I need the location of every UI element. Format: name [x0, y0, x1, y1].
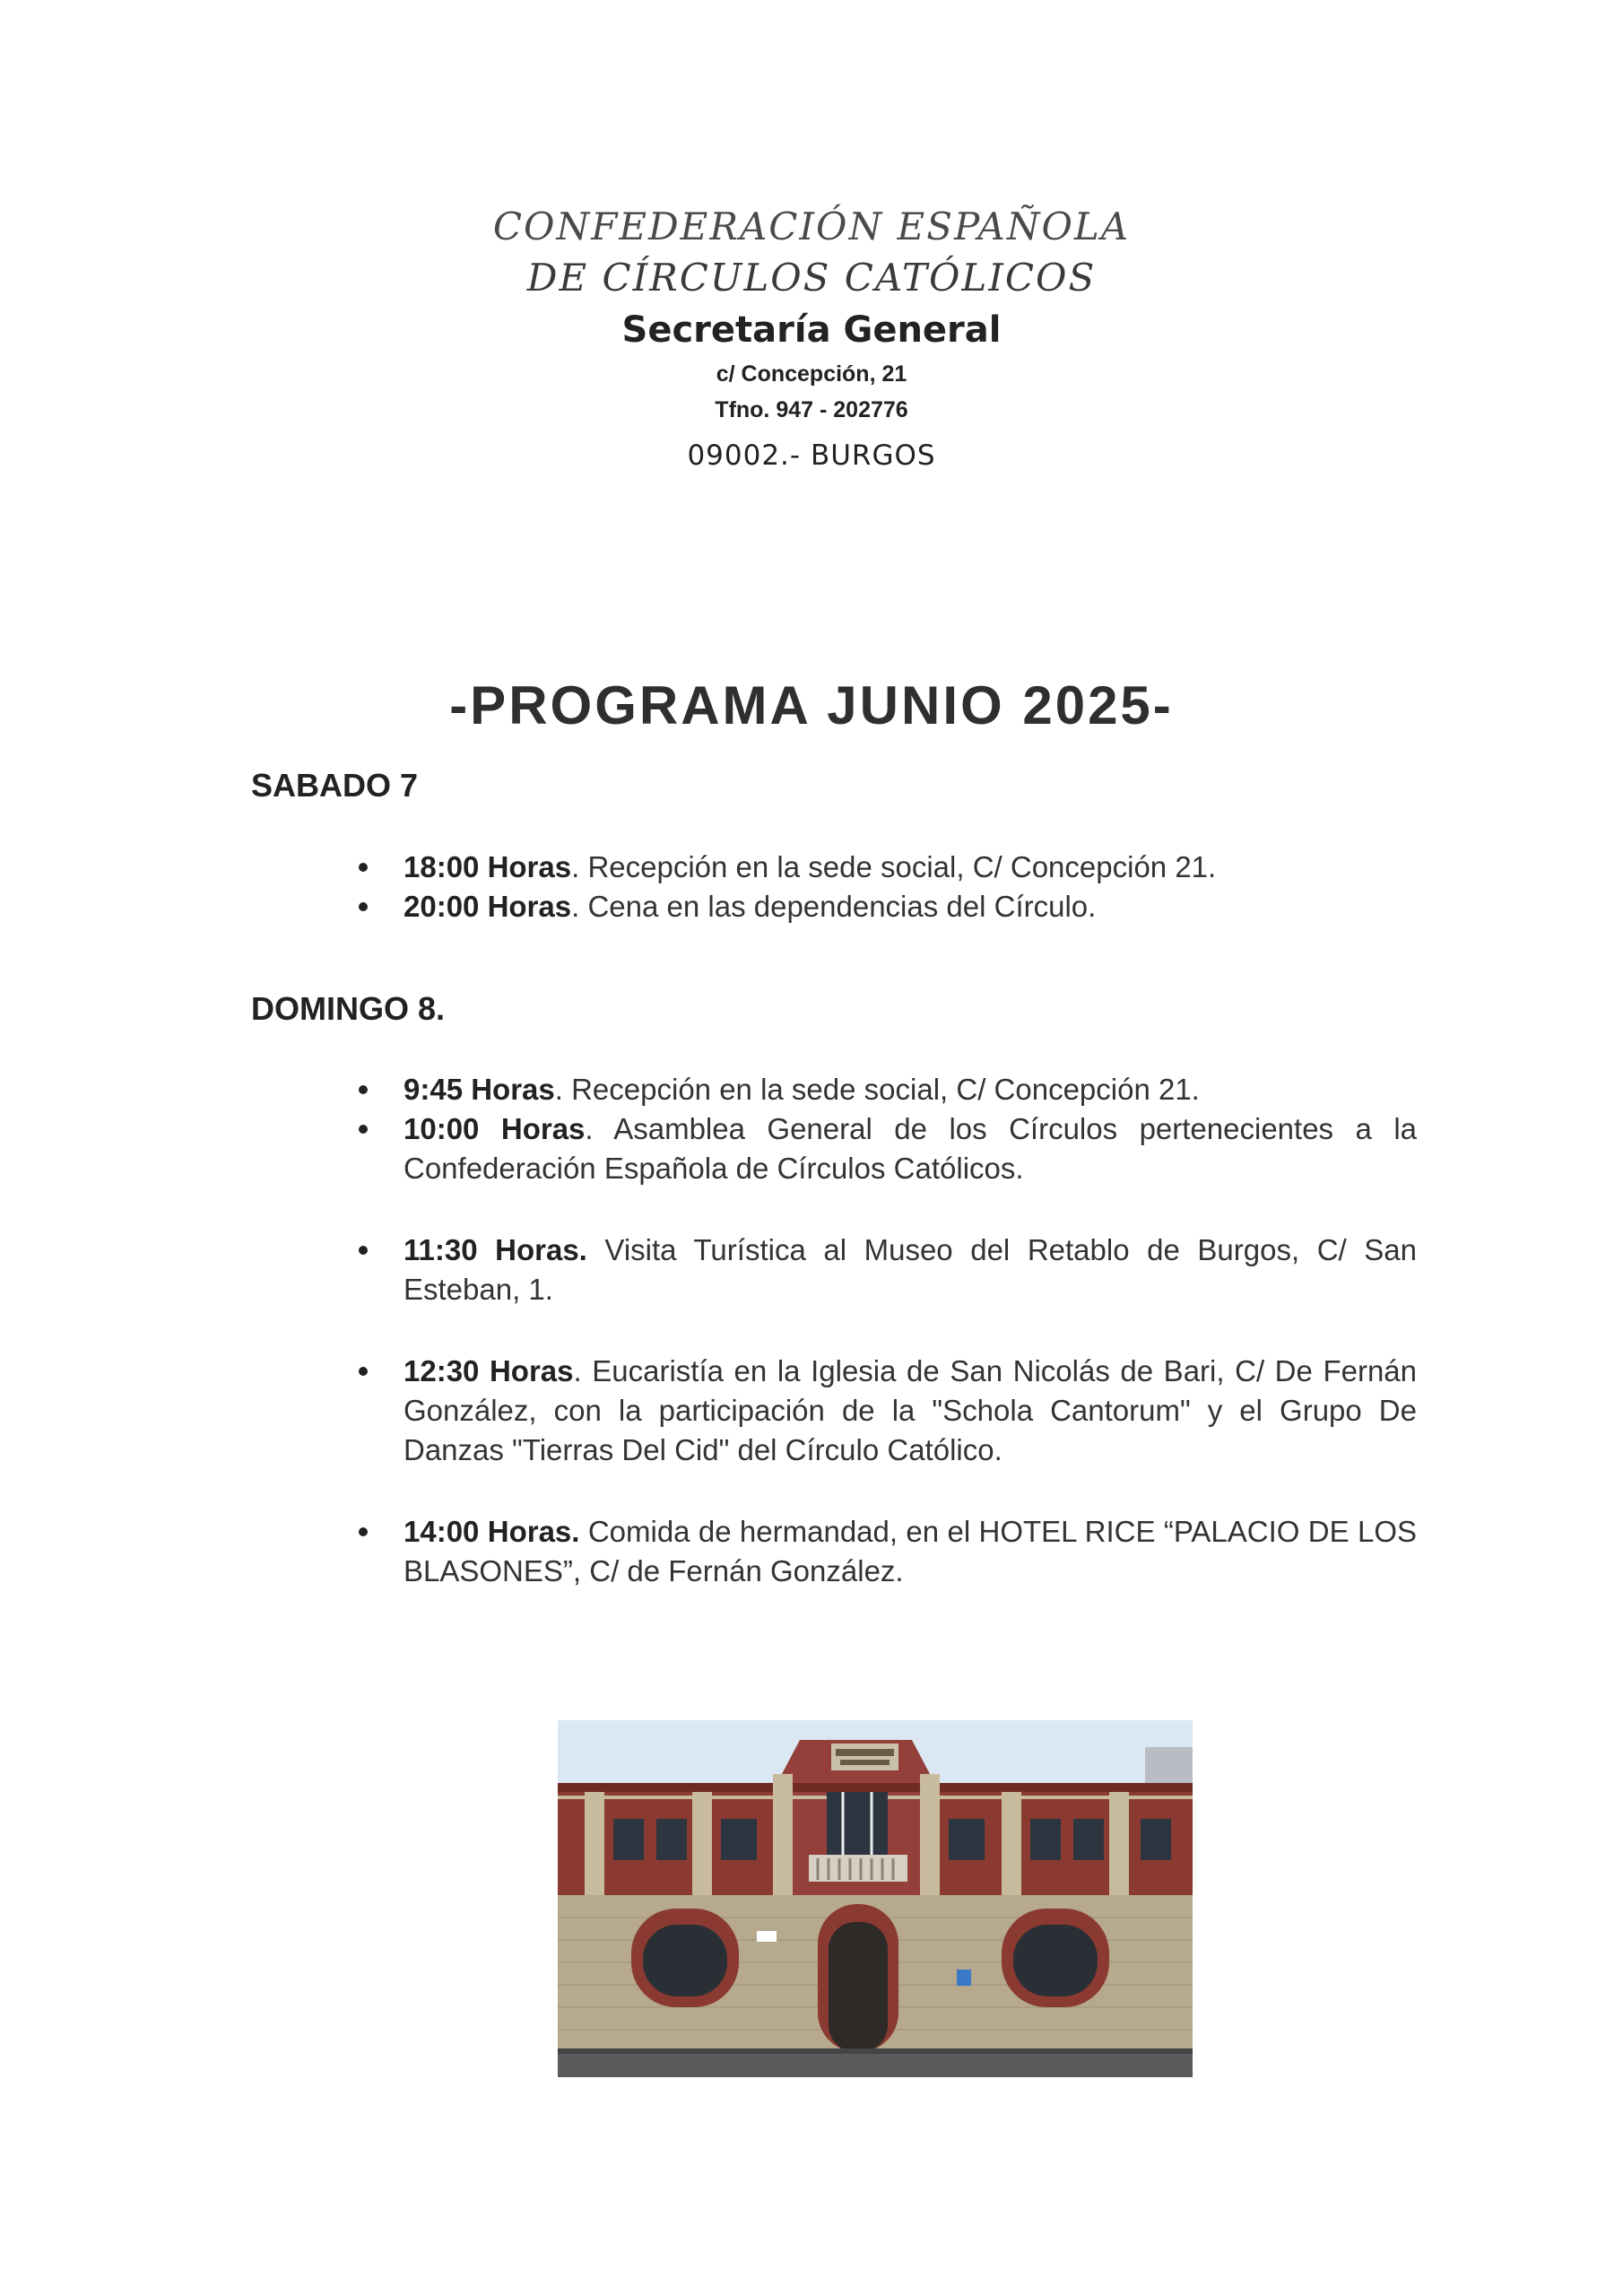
- sunday-schedule: [359, 1070, 1417, 1591]
- item-time: 11:30 Horas.: [404, 1233, 587, 1266]
- program-title: -PROGRAMA JUNIO 2025-: [449, 675, 1174, 735]
- item-text: . Cena en las dependencias del Círculo.: [571, 890, 1097, 923]
- schedule-item: [359, 1070, 1417, 1109]
- item-time: 10:00 Horas: [404, 1112, 586, 1145]
- saturday-schedule: [359, 848, 1417, 926]
- schedule-item: [359, 1512, 1417, 1591]
- day-heading-sunday: DOMINGO 8.: [251, 990, 446, 1027]
- building-photo: [558, 1720, 1193, 2077]
- bullet-icon: [359, 902, 368, 911]
- postal-city: 09002.- BURGOS: [687, 439, 936, 472]
- phone: Tfno. 947 - 202776: [715, 397, 908, 422]
- item-text: Visita Turística al Museo del Retablo de Burgos, C/ San Esteban, 1.: [404, 1233, 1417, 1306]
- item-text: . Recepción en la sede social, C/ Concepción 21.: [571, 850, 1217, 883]
- item-time: 9:45 Horas: [404, 1073, 555, 1106]
- item-time: 18:00 Horas: [404, 850, 572, 883]
- schedule-item: [359, 887, 1417, 926]
- item-text: . Asamblea General de los Círculos pertenecientes a la Confederación Española de Círculos Católicos.: [404, 1112, 1418, 1185]
- schedule-item: [359, 848, 1417, 887]
- item-text: . Eucaristía en la Iglesia de San Nicolás de Bari, C/ De Fernán González, con la participación de la "Schola Cantorum" y el Grupo De Danzas "Tierras Del Cid" del Círculo Católico.: [404, 1354, 1418, 1466]
- schedule-item: [359, 1231, 1417, 1309]
- organization-name-line2: DE CÍRCULOS CATÓLICOS: [526, 256, 1097, 300]
- address: c/ Concepción, 21: [716, 361, 907, 387]
- bullet-icon: [359, 1125, 368, 1134]
- day-heading-saturday: SABADO 7: [251, 767, 419, 804]
- item-text: Comida de hermandad, en el HOTEL RICE “PALACIO DE LOS BLASONES”, C/ de Fernán González.: [404, 1515, 1418, 1587]
- item-time: 12:30 Horas: [404, 1354, 574, 1387]
- item-text: . Recepción en la sede social, C/ Concepción 21.: [554, 1073, 1200, 1106]
- bullet-icon: [359, 1085, 368, 1094]
- bullet-icon: [359, 1527, 368, 1536]
- bullet-icon: [359, 1246, 368, 1255]
- schedule-item: [359, 1109, 1417, 1188]
- item-time: 20:00 Horas: [404, 890, 572, 923]
- schedule-item: [359, 1352, 1417, 1470]
- item-time: 14:00 Horas.: [404, 1515, 580, 1548]
- bullet-icon: [359, 863, 368, 872]
- organization-name-line1: CONFEDERACIÓN ESPAÑOLA: [492, 204, 1131, 248]
- secretariat-title: Secretaría General: [621, 309, 1002, 351]
- bullet-icon: [359, 1367, 368, 1376]
